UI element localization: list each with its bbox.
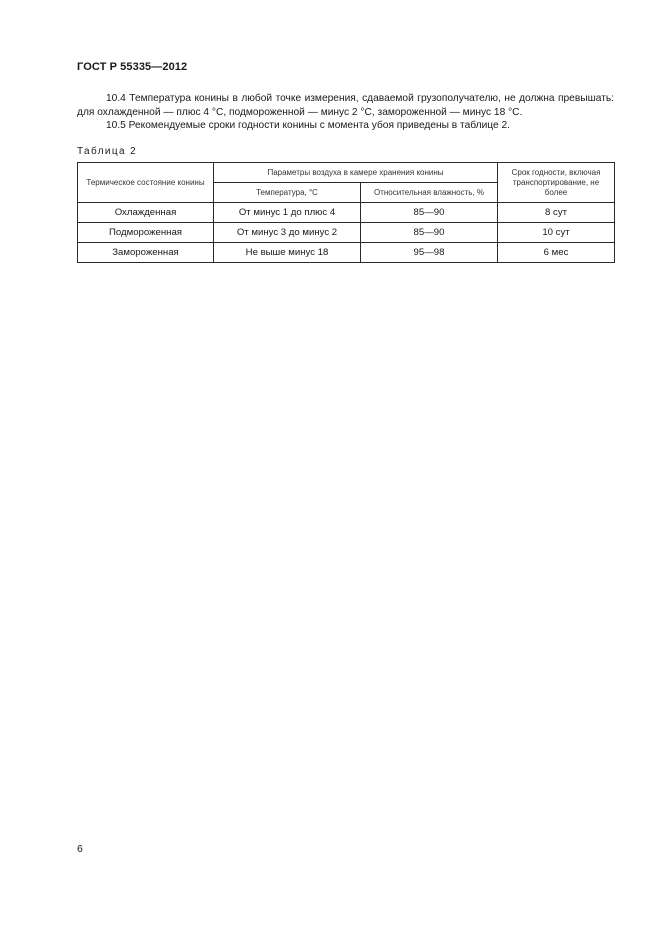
cell-state: Подмороженная	[78, 223, 214, 243]
shelf-life-table	[77, 162, 615, 263]
cell-temperature: От минус 1 до плюс 4	[214, 203, 361, 223]
cell-humidity: 95—98	[361, 243, 498, 263]
cell-temperature: Не выше минус 18	[214, 243, 361, 263]
table-row	[78, 243, 615, 263]
table-row	[78, 203, 615, 223]
cell-shelf-life: 10 сут	[498, 223, 615, 243]
cell-shelf-life: 6 мес	[498, 243, 615, 263]
header-shelf-life: Срок годности, включая транспортирование, не более	[498, 163, 615, 203]
cell-humidity: 85—90	[361, 223, 498, 243]
paragraph-10-4: 10.4 Температура конины в любой точке измерения, сдаваемой грузополучателю, не должна превышать: для охлажденной — плюс 4 °С, подмороженной — минус 2 °С, замороженной — минус 18 °С.	[77, 93, 614, 118]
cell-state: Замороженная	[78, 243, 214, 263]
header-state: Термическое состояние конины	[78, 163, 214, 203]
document-header: ГОСТ Р 55335—2012	[77, 61, 188, 73]
cell-humidity: 85—90	[361, 203, 498, 223]
cell-shelf-life: 8 сут	[498, 203, 615, 223]
page-number: 6	[77, 843, 83, 855]
table-caption: Таблица 2	[77, 146, 138, 157]
table-row	[78, 223, 615, 243]
paragraph-10-5: 10.5 Рекомендуемые сроки годности конины с момента убоя приведены в таблице 2.	[106, 120, 510, 131]
header-humidity: Относительная влажность, %	[361, 183, 498, 203]
header-air-params: Параметры воздуха в камере хранения конины	[214, 163, 498, 183]
cell-temperature: От минус 3 до минус 2	[214, 223, 361, 243]
cell-state: Охлажденная	[78, 203, 214, 223]
header-temperature: Температура, °С	[214, 183, 361, 203]
